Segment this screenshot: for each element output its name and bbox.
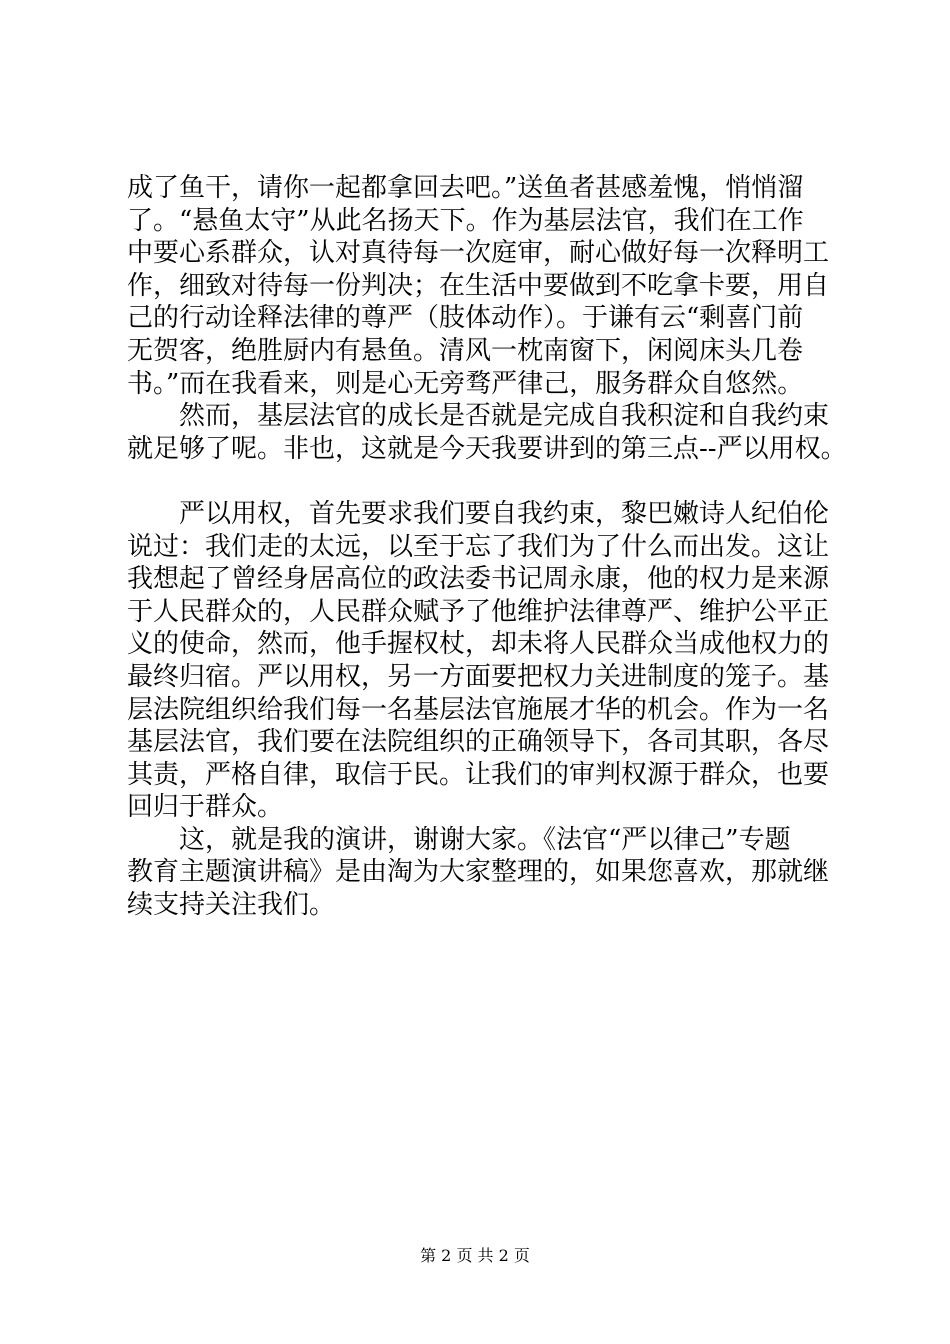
text-line: 于人民群众的，人民群众赋予了他维护法律尊严、维护公平正: [127, 596, 830, 627]
text-line: 己的行动诠释法律的尊严（肢体动作）。于谦有云“剩喜门前: [127, 303, 804, 334]
text-line: 教育主题演讲稿》是由淘为大家整理的，如果您喜欢，那就继: [127, 857, 830, 888]
text-line: 说过：我们走的太远，以至于忘了我们为了什么而出发。这让: [127, 531, 830, 562]
paragraph-4: [127, 824, 839, 922]
text-line: 层法院组织给我们每一名基层法官施展才华的机会。作为一名: [127, 694, 830, 725]
paragraph-2: [127, 400, 847, 465]
text-line: 然而，基层法官的成长是否就是完成自我积淀和自我约束: [127, 401, 830, 432]
paragraph-1: [127, 172, 839, 400]
text-line: 无贺客，绝胜厨内有悬鱼。清风一枕南窗下，闲阅床头几卷: [127, 335, 804, 366]
text-line: 最终归宿。严以用权，另一方面要把权力关进制度的笼子。基: [127, 661, 830, 692]
page-footer: 第 2 页 共 2 页: [420, 1246, 530, 1265]
text-line: 书。”而在我看来，则是心无旁骛严律己，服务群众自悠然。: [127, 368, 804, 399]
paragraph-3: [127, 498, 839, 824]
text-line: 作，细致对待每一份判决；在生活中要做到不吃拿卡要，用自: [127, 270, 830, 301]
text-line: 其责，严格自律，取信于民。让我们的审判权源于群众，也要: [127, 759, 830, 790]
text-line: 成了鱼干，请你一起都拿回去吧。”送鱼者甚感羞愧，悄悄溜: [127, 173, 804, 203]
text-line: 严以用权，首先要求我们要自我约束，黎巴嫩诗人纪伯伦: [127, 498, 830, 529]
text-line: 续支持关注我们。: [127, 890, 336, 921]
text-line: 义的使命，然而，他手握权杖，却未将人民群众当成他权力的: [127, 629, 830, 660]
text-line: 就足够了呢。非也，这就是今天我要讲到的第三点--严以用权。: [127, 433, 847, 464]
text-line: 这，就是我的演讲，谢谢大家。《法官“严以律己”专题: [127, 824, 791, 855]
text-line: 基层法官，我们要在法院组织的正确领导下，各司其职，各尽: [127, 727, 830, 758]
text-line: 回归于群众。: [127, 792, 284, 823]
text-line: 我想起了曾经身居高位的政法委书记周永康，他的权力是来源: [127, 564, 830, 595]
text-line: 中要心系群众，认对真待每一次庭审，耐心做好每一次释明工: [127, 238, 830, 269]
paragraph-spacer: [127, 465, 839, 498]
text-line: 了。“悬鱼太守”从此名扬天下。作为基层法官，我们在工作: [127, 205, 804, 236]
document-body: [127, 172, 847, 922]
